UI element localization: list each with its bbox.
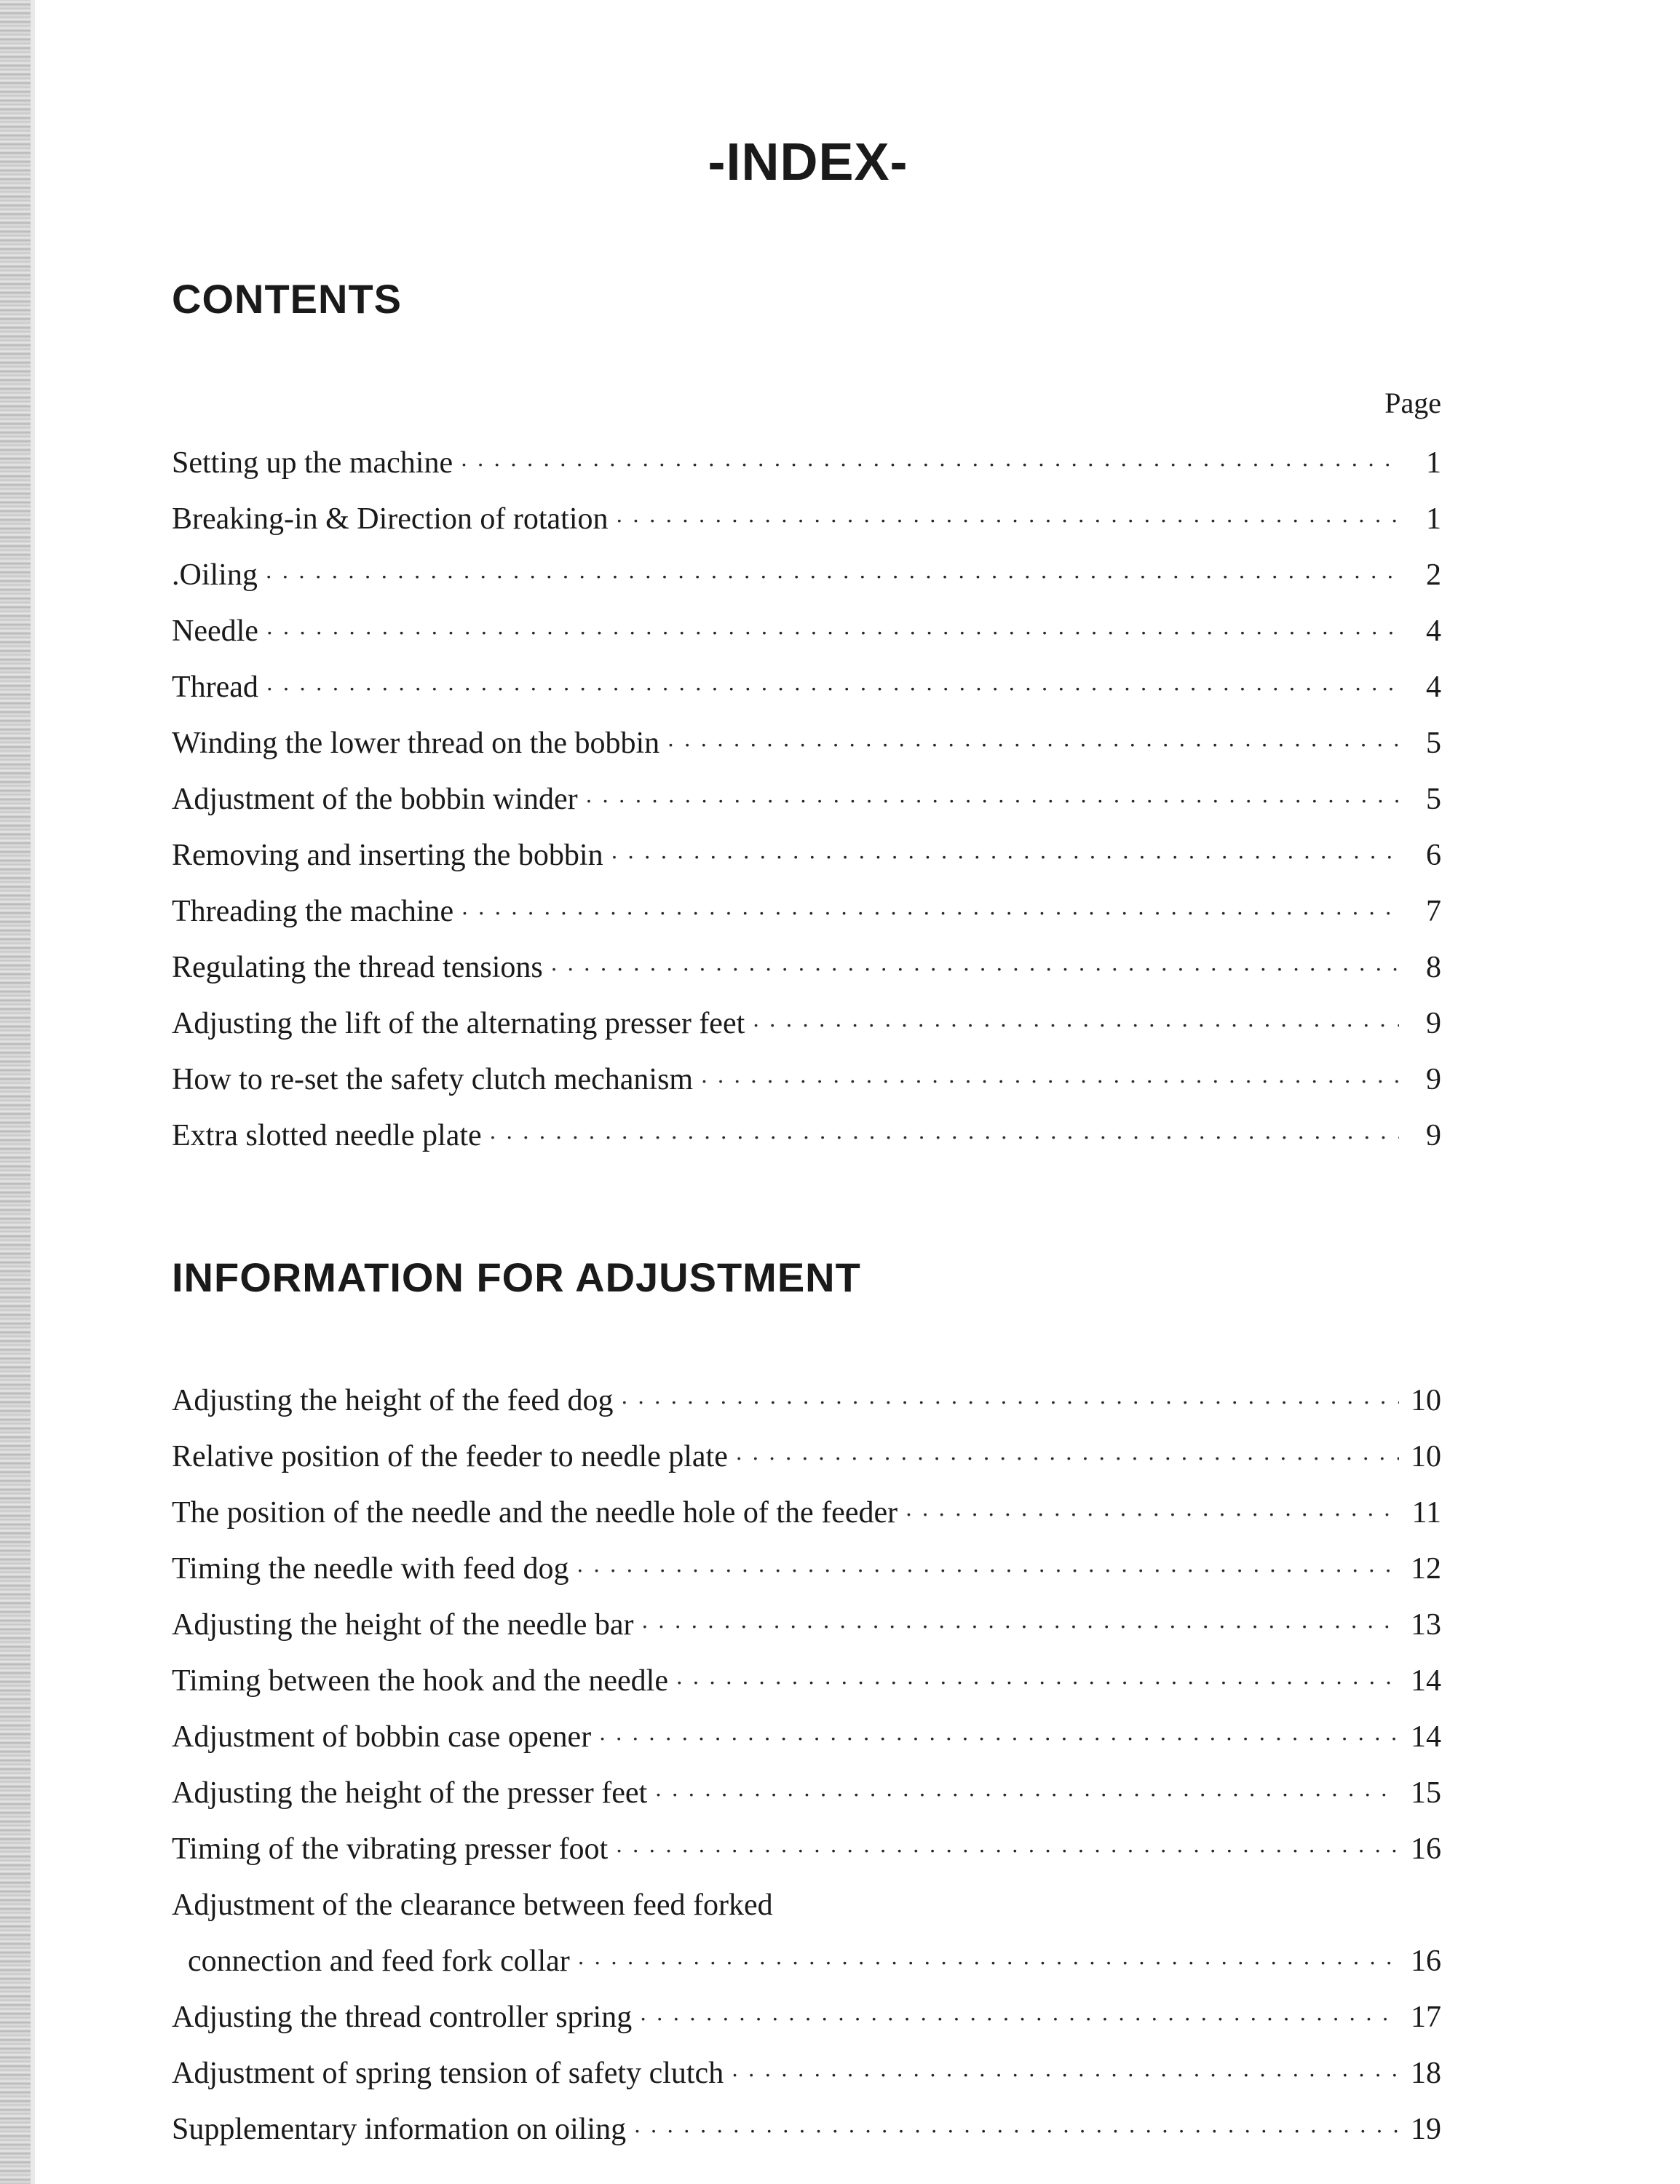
- toc-entry: [172, 2102, 1441, 2158]
- toc-entry: [172, 491, 1441, 547]
- toc-entry: [172, 435, 1441, 491]
- toc-entry-title: Setting up the machine: [172, 446, 453, 480]
- toc-entry-title: .Oiling: [172, 558, 258, 592]
- dot-leader: [639, 1991, 1399, 2047]
- dot-leader: [576, 1543, 1399, 1599]
- toc-entry: [172, 884, 1441, 940]
- toc-entry-page: 14: [1411, 1664, 1441, 1698]
- toc-entry-page: 13: [1411, 1608, 1441, 1642]
- toc-entry: [172, 940, 1441, 996]
- toc-entry-title: Adjusting the thread controller spring: [172, 2001, 633, 2034]
- toc-entry: [172, 1878, 1441, 1934]
- toc-entry-title: How to re-set the safety clutch mechanism: [172, 1063, 694, 1096]
- toc-entry-page: 5: [1426, 727, 1441, 760]
- dot-leader: [621, 1374, 1399, 1431]
- dot-leader: [266, 605, 1399, 661]
- dot-leader: [460, 437, 1399, 493]
- toc-entry: [172, 1653, 1441, 1709]
- page-title: -INDEX-: [708, 133, 908, 191]
- toc-entry: [172, 604, 1441, 660]
- toc-entry: [172, 772, 1441, 828]
- toc-entry: [172, 996, 1441, 1052]
- dot-leader: [752, 997, 1399, 1053]
- toc-entry-title: Adjustment of the bobbin winder: [172, 783, 578, 816]
- toc-entry-page: 10: [1411, 1384, 1441, 1417]
- dot-leader: [731, 2047, 1399, 2103]
- toc-entry: [172, 1709, 1441, 1765]
- dot-leader: [641, 1599, 1400, 1655]
- section-heading-contents: CONTENTS: [172, 276, 402, 322]
- dot-leader: [585, 773, 1399, 829]
- toc-entry-page: 9: [1426, 1007, 1441, 1040]
- toc-entry-title: Adjusting the height of the feed dog: [172, 1384, 614, 1417]
- toc-entry-title: Adjusting the height of the needle bar: [172, 1608, 634, 1642]
- toc-entry-page: 12: [1411, 1552, 1441, 1586]
- toc-entry: [172, 547, 1441, 604]
- dot-leader: [633, 2103, 1399, 2159]
- toc-entry-page: 7: [1426, 895, 1441, 928]
- toc-entry-page: 14: [1411, 1720, 1441, 1754]
- toc-entry: [172, 1934, 1441, 1990]
- toc-entry-title: Adjustment of bobbin case opener: [172, 1720, 592, 1754]
- dot-leader: [615, 1823, 1399, 1879]
- toc-entry-page: 5: [1426, 783, 1441, 816]
- toc-entry-page: 1: [1426, 446, 1441, 480]
- toc-entry-page: 4: [1426, 670, 1441, 704]
- toc-entry-title: Extra slotted needle plate: [172, 1119, 482, 1152]
- dot-leader: [654, 1767, 1399, 1823]
- toc-entry-title: Timing the needle with feed dog: [172, 1552, 569, 1586]
- scan-edge-artifact: [0, 0, 31, 2184]
- toc-entry-title: Timing between the hook and the needle: [172, 1664, 668, 1698]
- toc-entry: [172, 1052, 1441, 1108]
- dot-leader: [265, 549, 1399, 605]
- toc-entry-title: Regulating the thread tensions: [172, 951, 543, 984]
- toc-entry: [172, 1485, 1441, 1541]
- toc-entry-page: 17: [1411, 2001, 1441, 2034]
- dot-leader: [735, 1431, 1399, 1487]
- contents-list: [172, 435, 1441, 1164]
- section-heading-information-for-adjustment: INFORMATION FOR ADJUSTMENT: [172, 1254, 861, 1300]
- toc-entry-title: Relative position of the feeder to needle plate: [172, 1440, 728, 1473]
- toc-entry-title: Removing and inserting the bobbin: [172, 839, 603, 872]
- adjustment-list: [172, 1373, 1441, 2158]
- toc-entry-page: 11: [1411, 1496, 1441, 1530]
- toc-entry-page: 16: [1411, 1832, 1441, 1866]
- dot-leader: [905, 1487, 1399, 1543]
- toc-entry: [172, 2046, 1441, 2102]
- toc-entry-title: Breaking-in & Direction of rotation: [172, 502, 609, 536]
- toc-entry-page: 9: [1426, 1063, 1441, 1096]
- toc-entry-page: 2: [1426, 558, 1441, 592]
- dot-leader: [577, 1935, 1399, 1991]
- toc-entry-title: Supplementary information on oiling: [172, 2113, 627, 2146]
- dot-leader: [266, 661, 1399, 717]
- toc-entry-title: Adjusting the height of the presser feet: [172, 1776, 648, 1810]
- dot-leader: [611, 829, 1399, 885]
- toc-entry: [172, 1373, 1441, 1429]
- toc-entry-page: 4: [1426, 614, 1441, 648]
- dot-leader: [461, 885, 1399, 941]
- toc-entry-title: Winding the lower thread on the bobbin: [172, 727, 660, 760]
- toc-entry-title: Adjustment of spring tension of safety clutch: [172, 2057, 724, 2090]
- dot-leader: [598, 1711, 1399, 1767]
- toc-entry-page: 15: [1411, 1776, 1441, 1810]
- toc-entry: [172, 828, 1441, 884]
- toc-entry-page: 16: [1411, 1944, 1441, 1978]
- toc-entry: [172, 1821, 1441, 1878]
- toc-entry-page: 9: [1426, 1119, 1441, 1152]
- toc-entry-page: 19: [1411, 2113, 1441, 2146]
- dot-leader: [667, 717, 1399, 773]
- toc-entry-page: 1: [1426, 502, 1441, 536]
- toc-entry-title: Needle: [172, 614, 258, 648]
- toc-entry-title: Timing of the vibrating presser foot: [172, 1832, 609, 1866]
- toc-entry-title: The position of the needle and the needle hole of the feeder: [172, 1496, 898, 1530]
- dot-leader: [489, 1109, 1399, 1166]
- toc-entry: [172, 1597, 1441, 1653]
- dot-leader: [616, 493, 1399, 549]
- page-column-label: Page: [1384, 387, 1441, 419]
- toc-entry: [172, 716, 1441, 772]
- toc-entry-title: Threading the machine: [172, 895, 454, 928]
- toc-entry-page: 10: [1411, 1440, 1441, 1473]
- toc-entry-page: 6: [1426, 839, 1441, 872]
- toc-entry: [172, 1765, 1441, 1821]
- toc-entry-title: connection and feed fork collar: [188, 1944, 570, 1978]
- toc-entry: [172, 660, 1441, 716]
- toc-entry-title: Thread: [172, 670, 258, 704]
- toc-entry-page: 18: [1411, 2057, 1441, 2090]
- toc-entry-title: Adjusting the lift of the alternating presser feet: [172, 1007, 745, 1040]
- dot-leader: [700, 1053, 1399, 1109]
- toc-entry: [172, 1541, 1441, 1597]
- toc-entry: [172, 1429, 1441, 1485]
- toc-entry: [172, 1108, 1441, 1164]
- dot-leader: [550, 941, 1399, 997]
- toc-entry-title: Adjustment of the clearance between feed forked: [172, 1888, 773, 1922]
- toc-entry: [172, 1990, 1441, 2046]
- dot-leader: [675, 1655, 1399, 1711]
- toc-entry-page: 8: [1426, 951, 1441, 984]
